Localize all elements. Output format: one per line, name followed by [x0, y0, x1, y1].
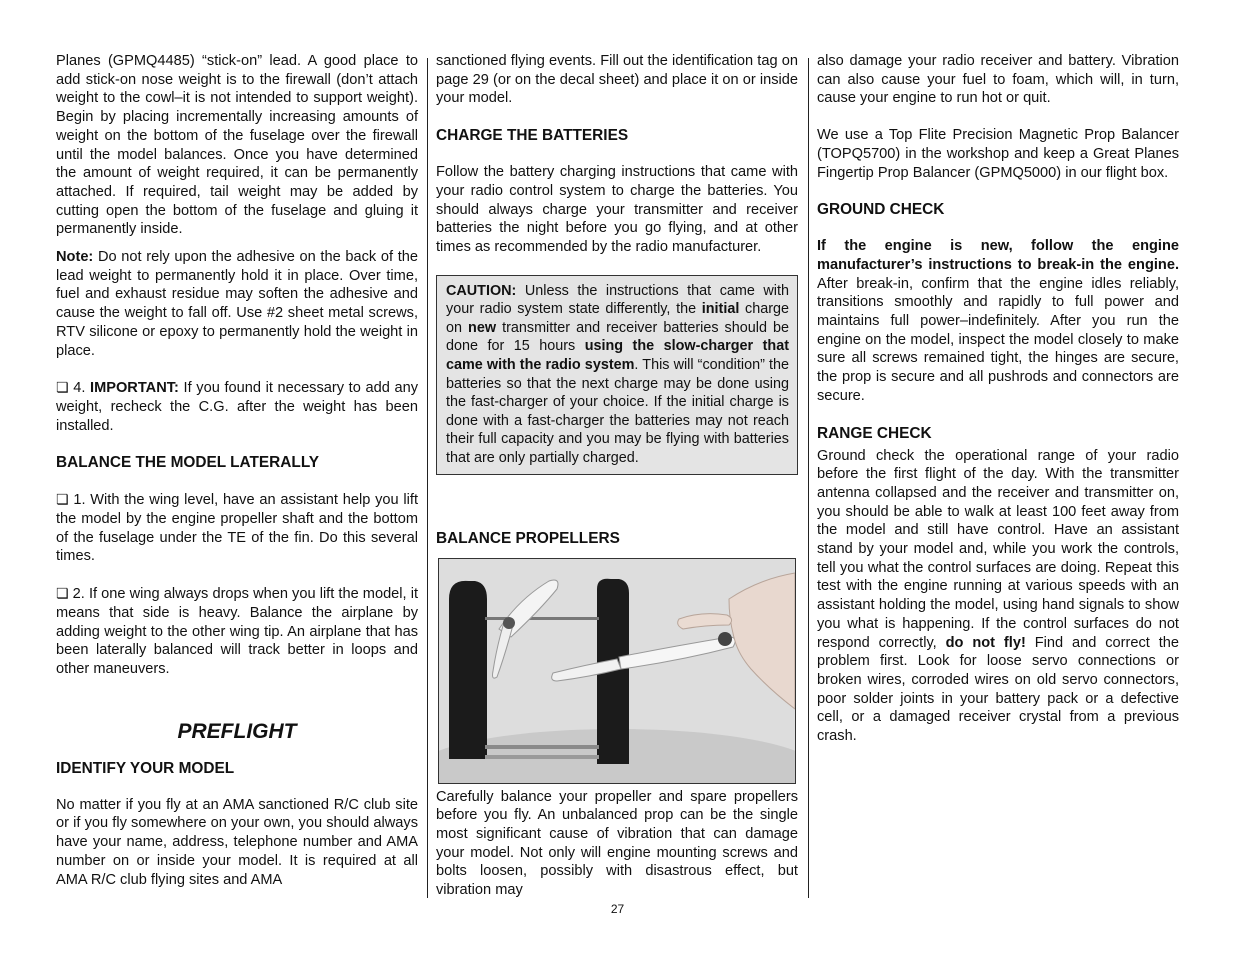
checkbox-icon[interactable]: ❏ — [56, 379, 69, 396]
heading-ground-check: GROUND CHECK — [817, 201, 945, 219]
prop-balancer-photo — [438, 558, 796, 784]
paragraph-charge: Follow the battery charging instructions that came with your radio control system to charge the batteries. You should always charge your transmitter and receiver batteries the night before you go flying, and at other times as recommended by the radio manufacturer. — [436, 164, 798, 255]
paragraph-propellers: Carefully balance your propeller and spare propellers before you fly. An unbalanced prop can be the single most significant cause of vibration that can damage your model. Not only will engine mounting screws and bolts loosen, possibly with disastrous effect, but vibration may — [436, 788, 798, 899]
caution-text-a: Unless the instructions that came with your radio system state differently, the — [446, 282, 789, 318]
caution-label: CAUTION: — [446, 282, 517, 299]
step-4-number: 4. — [73, 380, 86, 397]
paragraph-vibration: also damage your radio receiver and battery. Vibration can also cause your fuel to foam, which will, in turn, cause your engine to run hot or quit. — [817, 53, 1179, 107]
paragraph-nose-weight: Planes (GPMQ4485) “stick-on” lead. A good place to add stick-on nose weight is to the firewall (don’t attach weight to the cowl–it is not intended to support weight). Begin by placing incrementally increasing amounts of weight on the bottom of the fuselage over the firewall until the model balances. Once you have determined the amount of weight required, it can be permanently attached. If required, tail weight may be added by cutting open the bottom of the fuselage and gluing it permanently inside. — [56, 53, 418, 238]
step-4 — [56, 378, 418, 435]
caution-initial: initial — [701, 301, 740, 318]
checkbox-icon[interactable]: ❏ — [56, 585, 69, 602]
range-check-text-b: Find and correct the problem first. Look for loose servo connections or broken wires, corroded wires on old servo connectors, poor solder joints in your battery pack or a defective cell, or a damaged receiver crystal from a previous crash. — [817, 634, 1179, 745]
paragraph-id-tag: sanctioned flying events. Fill out the identification tag on page 29 (or on the decal sheet) and place it on or inside your model. — [436, 53, 798, 107]
ground-check-bold: If the engine is new, follow the engine manufacturer’s instructions to break-in the engine. — [817, 238, 1179, 273]
caution-text-c: transmitter and receiver batteries should be done for 15 hours — [446, 319, 789, 355]
ground-check-text: After break-in, confirm that the engine idles reliably, transitions smoothly and rapidly to full power and maintains full power–indefinitely. After you run the engine on the model, inspect the model closely to make sure all screws remained tight, the hinges are secure, the prop is secure and all pushrods and connectors are secure. — [817, 275, 1179, 404]
column-3 — [817, 52, 1179, 746]
note-label: Note: — [56, 249, 94, 266]
column-rule-1 — [427, 58, 428, 898]
column-rule-2 — [808, 58, 809, 898]
prop-balancer-illustration — [439, 559, 795, 783]
step-4-text: If you found it necessary to add any weight, recheck the C.G. after the weight has been installed. — [56, 380, 418, 434]
paragraph-prop-balancer: We use a Top Flite Precision Magnetic Prop Balancer (TOPQ5700) in the workshop and keep a Great Planes Fingertip Prop Balancer (GPMQ5000) in our flight box. — [817, 127, 1179, 181]
caution-slow-charger: using the slow-charger that came with the radio system — [446, 338, 789, 373]
checkbox-icon[interactable]: ❏ — [56, 491, 69, 508]
heading-preflight: PREFLIGHT — [177, 719, 297, 743]
lateral-step-1-text: 1. With the wing level, have an assistant help you lift the model by the engine propeller shaft and the bottom of the fuselage under the TE of the fin. Do this several times. — [56, 492, 418, 565]
heading-charge-batteries: CHARGE THE BATTERIES — [436, 127, 629, 145]
lateral-step-2-text: 2. If one wing always drops when you lift the model, it means that side is heavy. Balance the airplane by adding weight to the other wing tip. An airplane that has been laterally balanced will track better in loops and other maneuvers. — [56, 586, 418, 677]
step-4-label: IMPORTANT: — [90, 380, 179, 397]
heading-identify-model: IDENTIFY YOUR MODEL — [56, 759, 235, 777]
heading-balance-propellers: BALANCE PROPELLERS — [436, 529, 620, 547]
note-text: Do not rely upon the adhesive on the back of the lead weight to permanently hold it in place. Over time, fuel and exhaust residue may soften the adhesive and cause the weight to fall off. Use #2 sheet metal screws, RTV silicone or epoxy to permanently hold the weight in place. — [56, 249, 418, 359]
caution-box — [436, 275, 798, 475]
range-check-bold: do not fly! — [945, 634, 1026, 651]
range-check-text-a: Ground check the operational range of your radio before the first flight of the day. With the transmitter antenna collapsed and the receiver and transmitter on, you should be able to walk at least 100 feet away from the model and still have control. Have an assistant stand by your model and, while you work the controls, tell you what the control surfaces are doing. Repeat this test with the engine running at various speeds with an assistant holding the model, using hand signals to show you what is happening. If the control surfaces do not respond correctly, — [817, 447, 1179, 651]
column-2 — [436, 52, 798, 900]
paragraph-ground-check — [817, 237, 1179, 405]
caution-new: new — [468, 319, 497, 336]
heading-range-check: RANGE CHECK — [817, 424, 932, 442]
column-1 — [56, 52, 418, 889]
caution-text-b: charge on — [446, 301, 789, 336]
lateral-step-1 — [56, 490, 418, 566]
paragraph-range-check — [817, 447, 1179, 746]
page-number: 27 — [610, 902, 625, 916]
caution-text-d: . This will “condition” the batteries so that the next charge may be done using the fast-charger of your choice. If the initial charge is done with a fast-charger the batteries may not reach their full capacity and you may be flying with batteries that are only partially charged. — [446, 357, 789, 466]
paragraph-identify: No matter if you fly at an AMA sanctioned R/C club site or if you fly somewhere on your own, you should always have your name, address, telephone number and AMA number on or inside your model. It is required at all AMA R/C club flying sites and AMA — [56, 796, 418, 888]
heading-balance-laterally: BALANCE THE MODEL LATERALLY — [56, 454, 320, 472]
lateral-step-2 — [56, 584, 418, 679]
paragraph-note — [56, 248, 418, 360]
